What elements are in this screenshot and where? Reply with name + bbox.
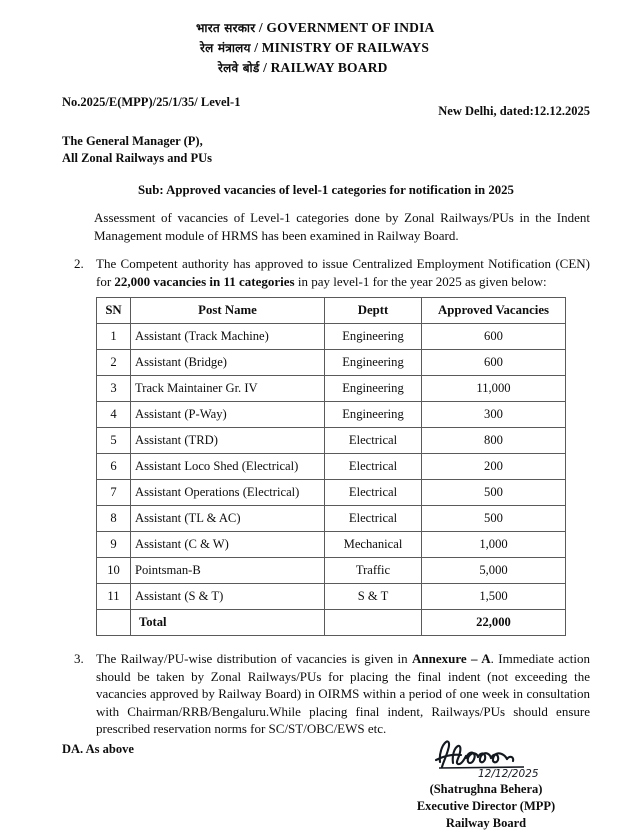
subject-line: Sub: Approved vacancies of level-1 categories for notification in 2025 (138, 183, 514, 197)
cell-approved-vacancies: 600 (422, 350, 566, 376)
cell-deptt: Electrical (325, 480, 422, 506)
paragraph-2-text-before: The Competent authority has approved to issue Centralized Employment Notification (CEN) for (96, 256, 590, 289)
masthead-line-2-devanagari: रेल मंत्रालय (200, 41, 251, 55)
cell-approved-vacancies: 500 (422, 480, 566, 506)
cell-sn: 8 (97, 506, 131, 532)
table-row (97, 454, 566, 480)
cell-post-name: Assistant (Track Machine) (131, 324, 325, 350)
paragraph-3-text-after: . Immediate action should be taken by Zonal Railways/PUs for placing the final indent (not exceeding the vacancies approved by Railway Board) in OIRMS within a period of one week in consultation with Chairman/RRB/Bengaluru.While placing final indent, Railways/PUs should ensure prescribed reservation norms for SC/ST/OBC/EWS etc. (96, 651, 590, 736)
paragraph-3-text-before: The Railway/PU-wise distribution of vacancies is given in (96, 651, 412, 666)
handwritten-signature-icon (406, 736, 566, 780)
paragraph-2-number: 2. (74, 256, 84, 271)
cell-sn: 6 (97, 454, 131, 480)
table-total-row (97, 610, 566, 636)
place-and-date: New Delhi, dated:12.12.2025 (438, 104, 590, 118)
table-row (97, 350, 566, 376)
addressee-line-2: All Zonal Railways and PUs (62, 151, 213, 165)
cell-total-deptt (325, 610, 422, 636)
cell-post-name: Assistant (S & T) (131, 584, 325, 610)
cell-deptt: Engineering (325, 376, 422, 402)
cell-post-name: Assistant (TRD) (131, 428, 325, 454)
cell-approved-vacancies: 1,000 (422, 532, 566, 558)
cell-total-vacancies: 22,000 (422, 610, 566, 636)
cell-sn: 11 (97, 584, 131, 610)
table-row (97, 402, 566, 428)
masthead-line-3 (196, 58, 642, 78)
paragraph-3-bold: Annexure – A (412, 651, 491, 666)
cell-approved-vacancies: 600 (422, 324, 566, 350)
table-row (97, 324, 566, 350)
masthead-line-1-devanagari: भारत सरकार (196, 21, 256, 35)
signature-block (386, 736, 586, 831)
cell-post-name: Assistant (P-Way) (131, 402, 325, 428)
reference-number: No.2025/E(MPP)/25/1/35/ Level-1 (62, 95, 241, 109)
cell-total-label: Total (131, 610, 325, 636)
cell-approved-vacancies: 300 (422, 402, 566, 428)
addressee-block (0, 133, 642, 167)
cell-sn: 3 (97, 376, 131, 402)
cell-deptt: S & T (325, 584, 422, 610)
cell-sn: 9 (97, 532, 131, 558)
cell-deptt: Electrical (325, 506, 422, 532)
header-approved-vacancies: Approved Vacancies (422, 298, 566, 324)
cell-sn: 5 (97, 428, 131, 454)
cell-deptt: Electrical (325, 454, 422, 480)
cell-sn: 7 (97, 480, 131, 506)
cell-deptt: Engineering (325, 402, 422, 428)
signer-name: (Shatrughna Behera) (429, 782, 543, 796)
cell-sn: 1 (97, 324, 131, 350)
cell-total-sn (97, 610, 131, 636)
cell-approved-vacancies: 11,000 (422, 376, 566, 402)
paragraph-2 (0, 255, 642, 290)
table-header-row (97, 298, 566, 324)
header-sn: SN (97, 298, 131, 324)
signer-designation: Executive Director (MPP) (416, 799, 556, 813)
paragraph-3-text (96, 650, 590, 738)
masthead-line-3-english: / RAILWAY BOARD (263, 60, 388, 75)
cell-post-name: Assistant Loco Shed (Electrical) (131, 454, 325, 480)
intro-paragraph: Assessment of vacancies of Level-1 categories done by Zonal Railways/PUs in the Indent Management module of HRMS has been examined in Railway Board. (94, 210, 590, 243)
cell-deptt: Electrical (325, 428, 422, 454)
cell-post-name: Assistant (TL & AC) (131, 506, 325, 532)
table-row (97, 376, 566, 402)
cell-approved-vacancies: 200 (422, 454, 566, 480)
enclosure-note: DA. As above (62, 742, 134, 756)
reference-row (0, 95, 642, 119)
cell-approved-vacancies: 800 (422, 428, 566, 454)
cell-deptt: Engineering (325, 350, 422, 376)
paragraph-2-text-after: in pay level-1 for the year 2025 as given below: (294, 273, 547, 289)
table-row (97, 480, 566, 506)
cell-sn: 10 (97, 558, 131, 584)
vacancy-table-wrapper (0, 297, 642, 636)
table-row (97, 558, 566, 584)
addressee-line-1: The General Manager (P), (62, 134, 203, 148)
table-row (97, 584, 566, 610)
masthead-line-1-english: / GOVERNMENT OF INDIA (258, 20, 435, 35)
cell-approved-vacancies: 1,500 (422, 584, 566, 610)
masthead-line-2 (196, 38, 642, 58)
cell-deptt: Traffic (325, 558, 422, 584)
cell-deptt: Engineering (325, 324, 422, 350)
cell-deptt: Mechanical (325, 532, 422, 558)
header-deptt: Deptt (325, 298, 422, 324)
cell-post-name: Pointsman-B (131, 558, 325, 584)
masthead (0, 18, 642, 78)
table-row (97, 428, 566, 454)
masthead-line-3-devanagari: रेलवे बोर्ड (218, 61, 260, 75)
cell-sn: 4 (97, 402, 131, 428)
table-row (97, 532, 566, 558)
cell-post-name: Assistant (Bridge) (131, 350, 325, 376)
signer-organisation: Railway Board (445, 816, 527, 830)
paragraph-3-number: 3. (74, 651, 84, 666)
cell-approved-vacancies: 500 (422, 506, 566, 532)
cell-post-name: Assistant Operations (Electrical) (131, 480, 325, 506)
signature-date: 12/12/2025 (478, 768, 539, 780)
paragraph-2-text (96, 255, 590, 290)
table-row (97, 506, 566, 532)
vacancy-table (96, 297, 566, 636)
cell-post-name: Assistant (C & W) (131, 532, 325, 558)
cell-sn: 2 (97, 350, 131, 376)
cell-post-name: Track Maintainer Gr. IV (131, 376, 325, 402)
paragraph-2-bold: 22,000 vacancies in 11 categories (114, 273, 295, 289)
masthead-line-2-english: / MINISTRY OF RAILWAYS (254, 40, 430, 55)
cell-approved-vacancies: 5,000 (422, 558, 566, 584)
masthead-line-1 (196, 18, 642, 38)
header-post-name: Post Name (131, 298, 325, 324)
paragraph-3 (0, 650, 642, 738)
